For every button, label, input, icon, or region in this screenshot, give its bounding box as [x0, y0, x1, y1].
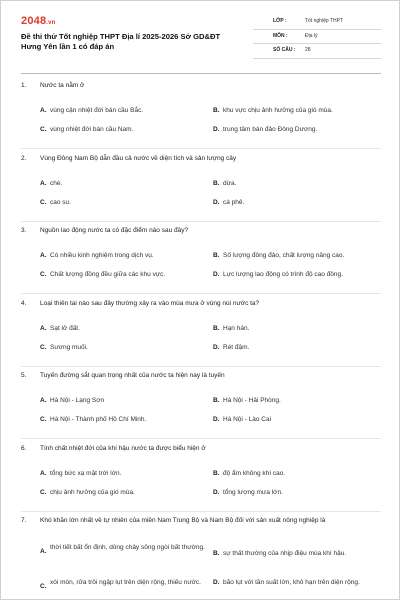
- question-text: Tuyến đường sắt quan trọng nhất của nước ta hiện nay là tuyến: [40, 372, 225, 379]
- option-label: C.: [40, 343, 47, 351]
- option-label: A.: [40, 252, 47, 259]
- question-number: 7.: [21, 517, 27, 524]
- option-text: bão lụt với tần suất lớn, khô hạn trên diện rộng.: [223, 579, 360, 586]
- option-label: D.: [213, 488, 220, 496]
- option-label: C.: [40, 583, 47, 590]
- option-text: Rét đậm.: [223, 343, 250, 351]
- option-text: Số lượng đông đảo, chất lượng nâng cao.: [223, 252, 345, 259]
- option-label: A.: [40, 324, 47, 332]
- option-label: B.: [213, 550, 220, 557]
- question-number: 6.: [21, 444, 27, 452]
- option-text: vùng cận nhiệt đới bán cầu Bắc.: [50, 107, 144, 114]
- question-text: Loại thiên tai nào sau đây thường xảy ra vào mùa mưa ở vùng núi nước ta?: [40, 299, 260, 307]
- question-number: 2.: [21, 154, 27, 162]
- question-item: [21, 300, 381, 373]
- option-text: Hà Nội - Lào Cai: [223, 416, 272, 423]
- logo-suffix: .vn: [46, 20, 56, 26]
- question-item: [21, 445, 381, 518]
- option-label: A.: [40, 107, 47, 114]
- option-label: C.: [40, 126, 47, 133]
- meta-key: SỐ CÂU :: [273, 47, 296, 53]
- question-text: Nước ta nằm ở: [40, 82, 85, 89]
- option-label: A.: [40, 179, 47, 187]
- question-item: [21, 372, 381, 445]
- option-label: D.: [213, 343, 220, 351]
- question-separator: [21, 221, 381, 222]
- option-text: độ ẩm không khí cao.: [223, 469, 286, 477]
- option-label: B.: [213, 179, 220, 187]
- option-text: Hà Nội - Hải Phòng.: [223, 397, 281, 404]
- option-text: Chất lượng đồng đều giữa các khu vực.: [50, 271, 166, 278]
- option-label: A.: [40, 548, 47, 555]
- option-label: D.: [213, 271, 220, 278]
- question-separator: [21, 511, 381, 512]
- question-separator: [21, 438, 381, 439]
- option-text: Sương muối.: [50, 343, 88, 351]
- option-label: B.: [213, 469, 220, 477]
- option-text: Hà Nội - Thành phố Hồ Chí Minh.: [50, 416, 147, 423]
- option-label: D.: [213, 579, 220, 586]
- question-number: 4.: [21, 299, 27, 307]
- logo-text: 2048: [21, 15, 47, 27]
- option-text: xói mòn, rửa trôi ngập lụt trên diện rộng, thiếu nước.: [50, 579, 201, 586]
- option-text: thời tiết bất ổn định, dòng chảy sông ngòi bất thường.: [50, 544, 205, 551]
- option-label: D.: [213, 126, 220, 133]
- option-label: C.: [40, 198, 47, 206]
- option-label: B.: [213, 397, 220, 404]
- question-item: [21, 82, 381, 155]
- option-text: chè.: [50, 179, 63, 187]
- question-text: Nguồn lao động nước ta có đặc điểm nào sau đây?: [40, 227, 189, 234]
- meta-key: MÔN :: [273, 32, 288, 39]
- option-text: Sạt lở đất.: [50, 324, 80, 332]
- question-item: [21, 227, 381, 300]
- option-text: tổng lượng mưa lớn.: [223, 488, 283, 496]
- option-label: D.: [213, 416, 220, 423]
- option-text: tổng bức xạ mặt trời lớn.: [50, 469, 122, 477]
- option-label: B.: [213, 107, 220, 114]
- question-item: [21, 517, 381, 590]
- question-text: Khó khăn lớn nhất về tự nhiên của miền Nam Trung Bộ và Nam Bộ đối với sản xuất nông nghiệp là: [40, 517, 326, 524]
- question-number: 5.: [21, 372, 27, 379]
- meta-row-count: [253, 44, 381, 59]
- option-text: vùng nhiệt đới bán cầu Nam.: [50, 126, 134, 133]
- option-text: Có nhiều kinh nghiệm trong dịch vụ.: [50, 252, 154, 259]
- option-label: C.: [40, 488, 47, 496]
- option-label: C.: [40, 271, 47, 278]
- question-separator: [21, 366, 381, 367]
- meta-row-class: [253, 15, 381, 30]
- question-list: [21, 82, 381, 590]
- option-label: B.: [213, 252, 220, 259]
- question-number: 1.: [21, 82, 27, 89]
- exam-title: Đề thi thử Tốt nghiệp THPT Địa lí 2025-2026 Sở GD&ĐT Hưng Yên lần 1 có đáp án: [21, 32, 221, 51]
- meta-value: 28: [305, 47, 311, 53]
- option-text: dừa.: [223, 179, 237, 187]
- option-label: B.: [213, 324, 220, 332]
- option-text: khu vực chịu ảnh hưởng của gió mùa.: [223, 107, 333, 114]
- option-text: Lực lượng lao động có trình độ cao đông.: [223, 271, 343, 278]
- option-label: C.: [40, 416, 47, 423]
- meta-value: Tốt nghiệp THPT: [305, 18, 343, 24]
- question-text: Tính chất nhiệt đới của khí hậu nước ta được biểu hiện ở: [40, 444, 206, 452]
- question-separator: [21, 293, 381, 294]
- site-logo[interactable]: [21, 15, 56, 27]
- option-text: Hà Nội - Lạng Sơn: [50, 397, 105, 404]
- option-text: Hạn hán.: [223, 324, 250, 332]
- option-text: trung tâm bán đảo Đông Dương.: [223, 126, 318, 133]
- header-divider: [21, 73, 381, 74]
- exam-header: [21, 15, 381, 67]
- question-item: [21, 155, 381, 228]
- option-text: sự thất thường của nhịp điệu mùa khí hậu.: [223, 550, 347, 557]
- option-text: cao su.: [50, 198, 71, 206]
- option-text: cà phê.: [223, 198, 245, 206]
- option-text: chịu ảnh hưởng của gió mùa.: [50, 488, 135, 496]
- meta-row-subject: [253, 30, 381, 45]
- question-text: Vùng Đông Nam Bộ dẫn đầu cả nước về diện tích và sản lượng cây: [40, 154, 237, 162]
- meta-value: Địa lý: [305, 32, 318, 39]
- exam-meta-table: [253, 15, 381, 59]
- option-label: A.: [40, 469, 47, 477]
- option-label: D.: [213, 198, 220, 206]
- question-separator: [21, 148, 381, 149]
- option-label: A.: [40, 397, 47, 404]
- meta-key: LỚP :: [273, 18, 287, 24]
- question-number: 3.: [21, 227, 27, 234]
